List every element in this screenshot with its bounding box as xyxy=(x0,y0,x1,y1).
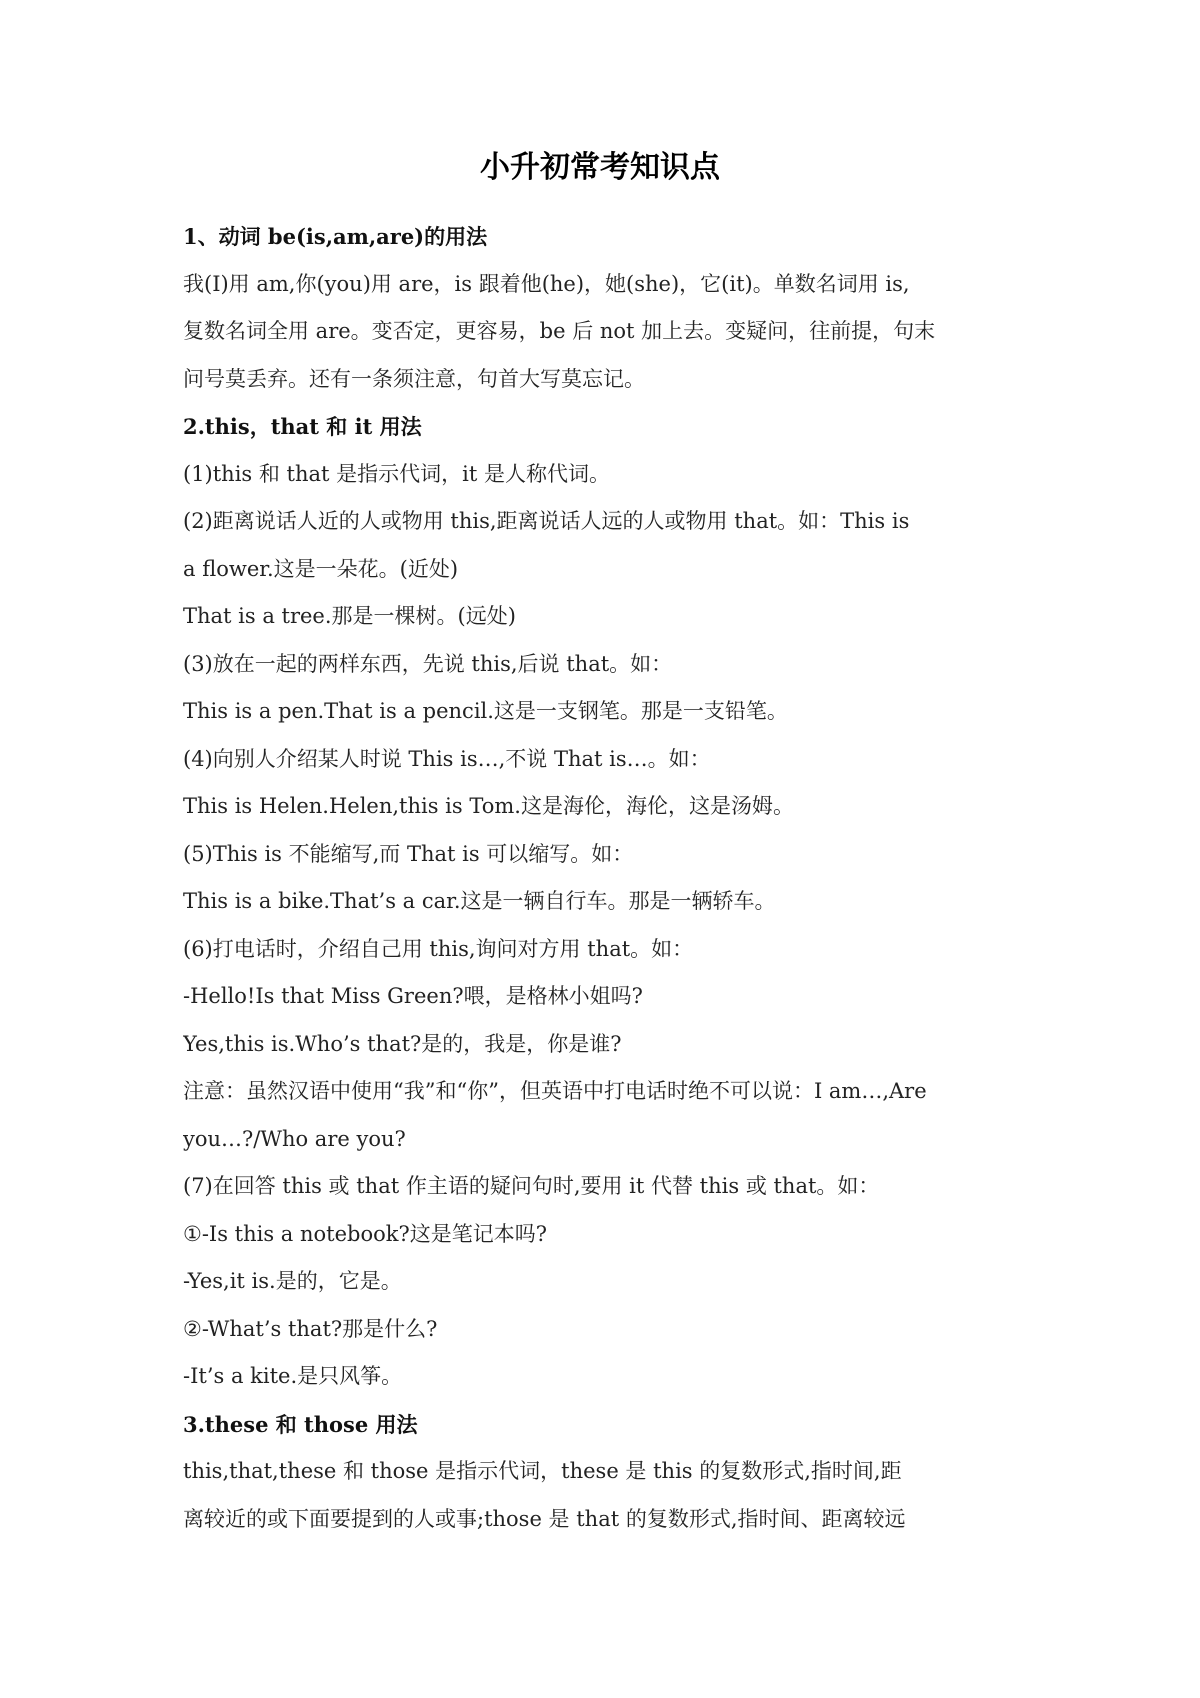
paragraph-line: 问号莫丢弃。还有一条须注意，句首大写莫忘记。 xyxy=(183,366,645,391)
paragraph-line: 离较近的或下面要提到的人或事;those 是 that 的复数形式,指时间、距离较远 xyxy=(183,1506,906,1531)
paragraph-line: -Hello!Is that Miss Green?喂，是格林小姐吗? xyxy=(183,984,643,1008)
paragraph-line: ②-What’s that?那是什么? xyxy=(183,1316,438,1341)
section-heading-be: 1、动词 be(is,am,are)的用法 xyxy=(183,224,488,249)
page-title: 小升初常考知识点 xyxy=(480,150,720,185)
paragraph-line: -Yes,it is.是的，它是。 xyxy=(183,1269,402,1293)
section-heading-these-those: 3.these 和 those 用法 xyxy=(183,1411,418,1437)
paragraph-line: 注意：虽然汉语中使用“我”和“你”，但英语中打电话时绝不可以说：I am…,Are xyxy=(183,1079,927,1103)
paragraph-line: -It’s a kite.是只风筝。 xyxy=(183,1364,403,1388)
paragraph-line: this,that,these 和 those 是指示代词，these 是 this 的复数形式,指时间,距 xyxy=(183,1459,902,1483)
paragraph-line: 我(I)用 am,你(you)用 are，is 跟着他(he)，她(she)，它(it)。单数名词用 is, xyxy=(183,271,910,296)
paragraph-line: (4)向别人介绍某人时说 This is…,不说 That is…。如： xyxy=(183,746,711,771)
paragraph-line: This is a bike.That’s a car.这是一辆自行车。那是一辆轿车。 xyxy=(183,889,776,913)
paragraph-line: (2)距离说话人近的人或物用 this,距离说话人远的人或物用 that。如：This is xyxy=(183,509,910,533)
paragraph-line: (1)this 和 that 是指示代词，it 是人称代词。 xyxy=(183,461,610,486)
paragraph-line: This is Helen.Helen,this is Tom.这是海伦，海伦，这是汤姆。 xyxy=(183,794,794,818)
paragraph-line: This is a pen.That is a pencil.这是一支钢笔。那是一支铅笔。 xyxy=(183,699,788,723)
document-body xyxy=(183,213,1033,1543)
paragraph-line: That is a tree.那是一棵树。(远处) xyxy=(183,604,516,628)
paragraph-line: you…?/Who are you? xyxy=(183,1126,406,1151)
paragraph-line: a flower.这是一朵花。(近处) xyxy=(183,556,459,581)
paragraph-line: ①-Is this a notebook?这是笔记本吗? xyxy=(183,1221,548,1246)
paragraph-line: 复数名词全用 are。变否定，更容易，be 后 not 加上去。变疑问，往前提，句末 xyxy=(183,319,936,343)
paragraph-line: (3)放在一起的两样东西，先说 this,后说 that。如： xyxy=(183,651,673,676)
paragraph-line: (5)This is 不能缩写,而 That is 可以缩写。如： xyxy=(183,841,634,866)
paragraph-line: (7)在回答 this 或 that 作主语的疑问句时,要用 it 代替 this 或 that。如： xyxy=(183,1174,880,1198)
paragraph-line: (6)打电话时，介绍自己用 this,询问对方用 that。如： xyxy=(183,936,694,961)
paragraph-line: Yes,this is.Who’s that?是的，我是，你是谁? xyxy=(183,1031,622,1056)
section-heading-this-that-it: 2.this，that 和 it 用法 xyxy=(183,414,422,439)
